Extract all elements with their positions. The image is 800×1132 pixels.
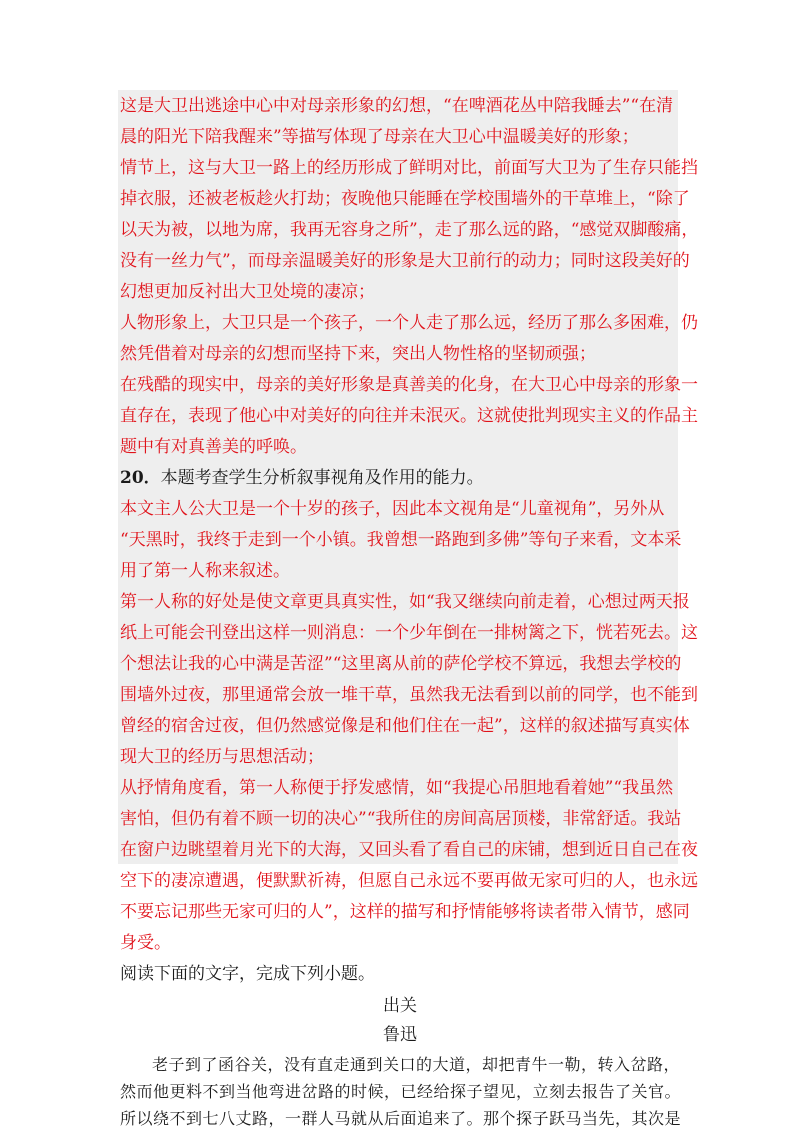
passage-line: 然而他更料不到当他弯进岔路的时候，已经给探子望见，立刻去报告了关官。 (120, 1082, 682, 1101)
text-line: 情节上，这与大卫一路上的经历形成了鲜明对比，前面写大卫为了生存只能挡 (120, 158, 698, 178)
text-line: 第一人称的好处是使文章更具真实性，如“我又继续向前走着，心想过两天报 (120, 592, 690, 612)
text-line: 以天为被，以地为席，我再无容身之所”，走了那么远的路，“感觉双脚酸痛， (120, 220, 699, 240)
text-line: 这是大卫出逃途中心中对母亲形象的幻想，“在啤酒花丛中陪我睡去”“在清 (120, 96, 674, 116)
passage-line: 老子到了函谷关，没有直走通到关口的大道，却把青牛一勒，转入岔路， (152, 1055, 681, 1074)
text-line: 身受。 (120, 933, 171, 953)
question-heading-text: 本题考查学生分析叙事视角及作用的能力。 (160, 468, 484, 488)
text-line: 然凭借着对母亲的幻想而坚持下来，突出人物性格的坚韧顽强； (120, 344, 596, 364)
text-line: 从抒情角度看，第一人称便于抒发感情，如“我提心吊胆地看着她”“我虽然 (120, 778, 674, 798)
passage-author: 鲁迅 (383, 1025, 417, 1045)
text-line: 用了第一人称来叙述。 (120, 561, 290, 581)
text-line: 本文主人公大卫是一个十岁的孩子，因此本文视角是“儿童视角”，另外从 (120, 499, 665, 519)
text-line: 直存在，表现了他心中对美好的向往并未泯灭。这就使批判现实主义的作品主 (120, 406, 698, 426)
text-line: 掉衣服，还被老板趁火打劫；夜晚他只能睡在学校围墙外的干草堆上，“除了 (120, 189, 690, 209)
text-line: 围墙外过夜，那里通常会放一堆干草，虽然我无法看到以前的同学，也不能到 (120, 685, 698, 705)
question-number: 20． (120, 468, 161, 488)
reading-instruction: 阅读下面的文字，完成下列小题。 (120, 964, 375, 984)
passage-title: 出关 (383, 996, 417, 1016)
text-line: 在残酷的现实中，母亲的美好形象是真善美的化身，在大卫心中母亲的形象一 (120, 375, 698, 395)
text-line: 没有一丝力气”，而母亲温暖美好的形象是大卫前行的动力；同时这段美好的 (120, 251, 690, 271)
text-line: 害怕，但仍有着不顾一切的决心”“我所住的房间高居顶楼，非常舒适。我站 (120, 809, 682, 829)
text-line: 个想法让我的心中满是苦涩”“这里离从前的萨伦学校不算远，我想去学校的 (120, 654, 682, 674)
text-line: 现大卫的经历与思想活动； (120, 747, 324, 767)
question-20-heading (120, 468, 484, 488)
text-line: 幻想更加反衬出大卫处境的凄凉； (120, 282, 375, 302)
text-line: 题中有对真善美的呼唤。 (120, 437, 307, 457)
text-line: 晨的阳光下陪我醒来”等描写体现了母亲在大卫心中温暖美好的形象； (120, 127, 639, 147)
text-line: 纸上可能会刊登出这样一则消息：一个少年倒在一排树篱之下，恍若死去。这 (120, 623, 698, 643)
passage-line: 所以绕不到七八丈路，一群人马就从后面追来了。那个探子跃马当先，其次是 (120, 1109, 682, 1128)
text-line: 人物形象上，大卫只是一个孩子，一个人走了那么远，经历了那么多困难，仍 (120, 313, 698, 333)
text-line: 曾经的宿舍过夜，但仍然感觉像是和他们住在一起”，这样的叙述描写真实体 (120, 716, 690, 736)
text-line: 不要忘记那些无家可归的人”，这样的描写和抒情能够将读者带入情节，感同 (120, 902, 690, 922)
text-line: 在窗户边眺望着月光下的大海，又回头看了看自己的床铺，想到近日自己在夜 (120, 840, 698, 860)
text-line: 空下的凄凉遭遇，便默默祈祷，但愿自己永远不要再做无家可归的人，也永远 (120, 871, 698, 891)
text-line: “天黑时，我终于走到一个小镇。我曾想一路跑到多佛”等句子来看，文本采 (120, 530, 682, 550)
